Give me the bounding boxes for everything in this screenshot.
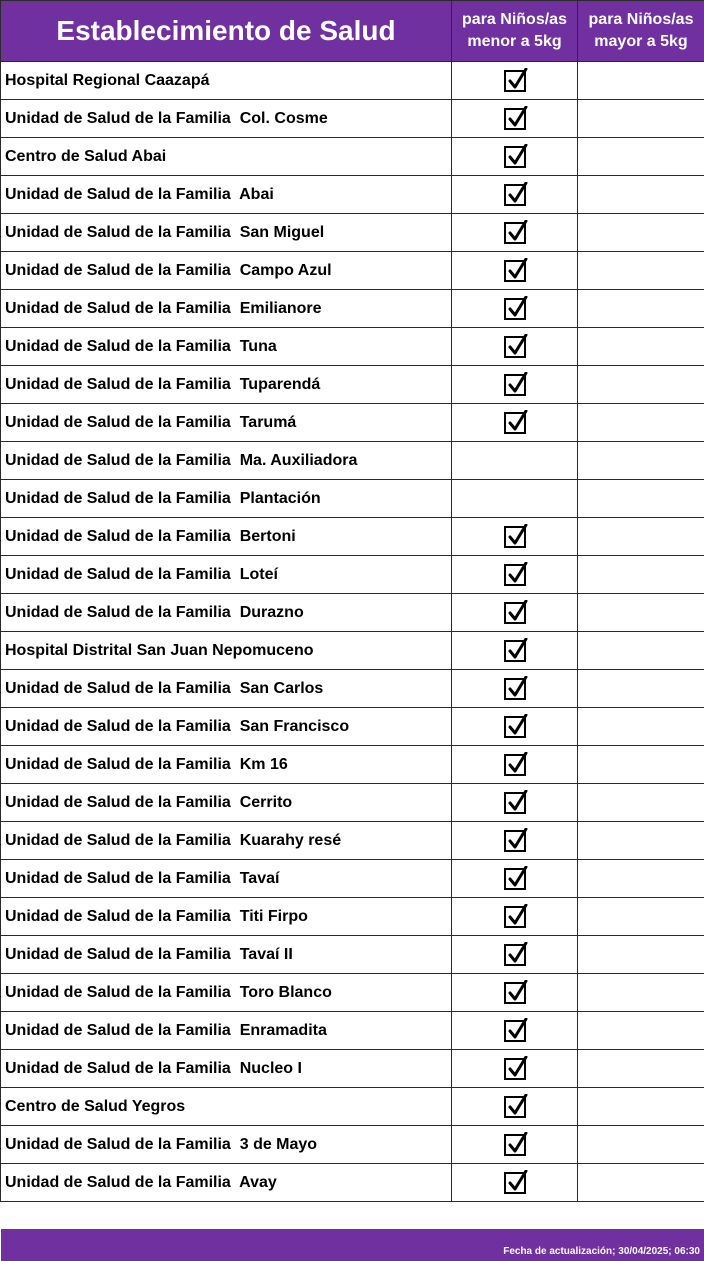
table-row: [1, 1164, 704, 1202]
establishment-name: Unidad de Salud de la Familia San Carlos: [1, 670, 452, 708]
header-under-5kg-line1: para Niños/as: [462, 11, 567, 28]
checkmark-icon: [504, 1096, 526, 1118]
table-row: [1, 62, 704, 100]
over-5kg-cell: [578, 328, 704, 366]
under-5kg-cell: [452, 252, 578, 290]
establishment-name: Unidad de Salud de la Familia Kuarahy resé: [1, 822, 452, 860]
under-5kg-cell: [452, 404, 578, 442]
establishment-name: Centro de Salud Abai: [1, 138, 452, 176]
table-row: [1, 860, 704, 898]
header-under-5kg: [452, 1, 578, 62]
under-5kg-cell: [452, 328, 578, 366]
over-5kg-cell: [578, 974, 704, 1012]
over-5kg-cell: [578, 480, 704, 518]
checkmark-icon: [504, 906, 526, 928]
under-5kg-cell: [452, 936, 578, 974]
under-5kg-cell: [452, 860, 578, 898]
over-5kg-cell: [578, 252, 704, 290]
checkmark-icon: [504, 982, 526, 1004]
table-row: [1, 252, 704, 290]
checkmark-icon: [504, 222, 526, 244]
under-5kg-cell: [452, 176, 578, 214]
establishment-name: Unidad de Salud de la Familia Plantación: [1, 480, 452, 518]
under-5kg-cell: [452, 442, 578, 480]
over-5kg-cell: [578, 1012, 704, 1050]
table-row: [1, 1126, 704, 1164]
table-row: [1, 708, 704, 746]
under-5kg-cell: [452, 518, 578, 556]
over-5kg-cell: [578, 1126, 704, 1164]
under-5kg-cell: [452, 480, 578, 518]
checkmark-icon: [504, 602, 526, 624]
over-5kg-cell: [578, 290, 704, 328]
over-5kg-cell: [578, 1164, 704, 1202]
table-header-row: [1, 1, 704, 62]
establishment-name: Unidad de Salud de la Familia 3 de Mayo: [1, 1126, 452, 1164]
under-5kg-cell: [452, 100, 578, 138]
table-row: [1, 556, 704, 594]
over-5kg-cell: [578, 442, 704, 480]
establishment-name: Unidad de Salud de la Familia Avay: [1, 1164, 452, 1202]
establishment-name: Unidad de Salud de la Familia Abai: [1, 176, 452, 214]
establishment-name: Unidad de Salud de la Familia Tarumá: [1, 404, 452, 442]
establishment-name: Unidad de Salud de la Familia Toro Blanco: [1, 974, 452, 1012]
under-5kg-cell: [452, 746, 578, 784]
over-5kg-cell: [578, 1088, 704, 1126]
checkmark-icon: [504, 754, 526, 776]
under-5kg-cell: [452, 556, 578, 594]
table-row: [1, 936, 704, 974]
over-5kg-cell: [578, 214, 704, 252]
table-row: [1, 138, 704, 176]
table-row: [1, 480, 704, 518]
establishment-name: Unidad de Salud de la Familia Ma. Auxiliadora: [1, 442, 452, 480]
establishment-name: Unidad de Salud de la Familia Bertoni: [1, 518, 452, 556]
table-row: [1, 594, 704, 632]
establishment-name: Unidad de Salud de la Familia Enramadita: [1, 1012, 452, 1050]
under-5kg-cell: [452, 632, 578, 670]
over-5kg-cell: [578, 784, 704, 822]
over-5kg-cell: [578, 860, 704, 898]
under-5kg-cell: [452, 366, 578, 404]
under-5kg-cell: [452, 1126, 578, 1164]
over-5kg-cell: [578, 556, 704, 594]
under-5kg-cell: [452, 290, 578, 328]
under-5kg-cell: [452, 708, 578, 746]
checkmark-icon: [504, 868, 526, 890]
under-5kg-cell: [452, 974, 578, 1012]
checkmark-icon: [504, 678, 526, 700]
checkmark-icon: [504, 944, 526, 966]
table-row: [1, 898, 704, 936]
over-5kg-cell: [578, 176, 704, 214]
table-row: [1, 290, 704, 328]
over-5kg-cell: [578, 366, 704, 404]
checkmark-icon: [504, 108, 526, 130]
header-over-5kg: [578, 1, 704, 62]
table-row: [1, 100, 704, 138]
under-5kg-cell: [452, 214, 578, 252]
table-row: [1, 176, 704, 214]
table-row: [1, 1012, 704, 1050]
establishment-name: Unidad de Salud de la Familia Loteí: [1, 556, 452, 594]
table-row: [1, 1050, 704, 1088]
checkmark-icon: [504, 1172, 526, 1194]
establishment-name: Unidad de Salud de la Familia Tavaí: [1, 860, 452, 898]
table-row: [1, 1088, 704, 1126]
checkmark-icon: [504, 640, 526, 662]
establishment-name: Unidad de Salud de la Familia San Francisco: [1, 708, 452, 746]
over-5kg-cell: [578, 822, 704, 860]
establishment-name: Unidad de Salud de la Familia Emilianore: [1, 290, 452, 328]
under-5kg-cell: [452, 822, 578, 860]
checkmark-icon: [504, 260, 526, 282]
checkmark-icon: [504, 830, 526, 852]
over-5kg-cell: [578, 138, 704, 176]
table-row: [1, 442, 704, 480]
over-5kg-cell: [578, 632, 704, 670]
over-5kg-cell: [578, 404, 704, 442]
over-5kg-cell: [578, 100, 704, 138]
establishment-name: Unidad de Salud de la Familia Tuparendá: [1, 366, 452, 404]
establishment-name: Unidad de Salud de la Familia Km 16: [1, 746, 452, 784]
checkmark-icon: [504, 184, 526, 206]
establishment-name: Unidad de Salud de la Familia Campo Azul: [1, 252, 452, 290]
table-row: [1, 518, 704, 556]
header-over-5kg-line1: para Niños/as: [588, 11, 694, 28]
establishment-name: Unidad de Salud de la Familia Tavaí II: [1, 936, 452, 974]
under-5kg-cell: [452, 1050, 578, 1088]
under-5kg-cell: [452, 670, 578, 708]
checkmark-icon: [504, 374, 526, 396]
establishment-name: Unidad de Salud de la Familia Nucleo I: [1, 1050, 452, 1088]
checkmark-icon: [504, 1134, 526, 1156]
establishment-name: Hospital Regional Caazapá: [1, 62, 452, 100]
establishment-name: Unidad de Salud de la Familia Cerrito: [1, 784, 452, 822]
establishment-name: Unidad de Salud de la Familia San Miguel: [1, 214, 452, 252]
checkmark-icon: [504, 146, 526, 168]
table-row: [1, 404, 704, 442]
checkmark-icon: [504, 70, 526, 92]
footer-bar: [1, 1229, 704, 1261]
under-5kg-cell: [452, 1164, 578, 1202]
checkmark-icon: [504, 716, 526, 738]
over-5kg-cell: [578, 62, 704, 100]
under-5kg-cell: [452, 1088, 578, 1126]
table-row: [1, 328, 704, 366]
under-5kg-cell: [452, 784, 578, 822]
checkmark-icon: [504, 1020, 526, 1042]
under-5kg-cell: [452, 62, 578, 100]
table-row: [1, 974, 704, 1012]
table-row: [1, 746, 704, 784]
table-row: [1, 632, 704, 670]
over-5kg-cell: [578, 746, 704, 784]
establishment-name: Unidad de Salud de la Familia Titi Firpo: [1, 898, 452, 936]
establishment-name: Hospital Distrital San Juan Nepomuceno: [1, 632, 452, 670]
checkmark-icon: [504, 564, 526, 586]
over-5kg-cell: [578, 670, 704, 708]
header-over-5kg-line2: mayor a 5kg: [594, 33, 688, 50]
over-5kg-cell: [578, 708, 704, 746]
under-5kg-cell: [452, 594, 578, 632]
establishment-name: Unidad de Salud de la Familia Durazno: [1, 594, 452, 632]
header-establishment: Establecimiento de Salud: [1, 1, 452, 62]
checkmark-icon: [504, 1058, 526, 1080]
last-updated-text: Fecha de actualización; 30/04/2025; 06:30: [503, 1246, 700, 1257]
over-5kg-cell: [578, 1050, 704, 1088]
under-5kg-cell: [452, 898, 578, 936]
table-row: [1, 822, 704, 860]
establishment-name: Unidad de Salud de la Familia Col. Cosme: [1, 100, 452, 138]
checkmark-icon: [504, 336, 526, 358]
checkmark-icon: [504, 412, 526, 434]
table-row: [1, 670, 704, 708]
table-row: [1, 784, 704, 822]
header-under-5kg-line2: menor a 5kg: [467, 33, 562, 50]
checkmark-icon: [504, 298, 526, 320]
establishment-name: Centro de Salud Yegros: [1, 1088, 452, 1126]
table-row: [1, 366, 704, 404]
over-5kg-cell: [578, 518, 704, 556]
over-5kg-cell: [578, 936, 704, 974]
checkmark-icon: [504, 792, 526, 814]
checkmark-icon: [504, 526, 526, 548]
over-5kg-cell: [578, 898, 704, 936]
table-row: [1, 214, 704, 252]
under-5kg-cell: [452, 138, 578, 176]
over-5kg-cell: [578, 594, 704, 632]
under-5kg-cell: [452, 1012, 578, 1050]
establishment-name: Unidad de Salud de la Familia Tuna: [1, 328, 452, 366]
